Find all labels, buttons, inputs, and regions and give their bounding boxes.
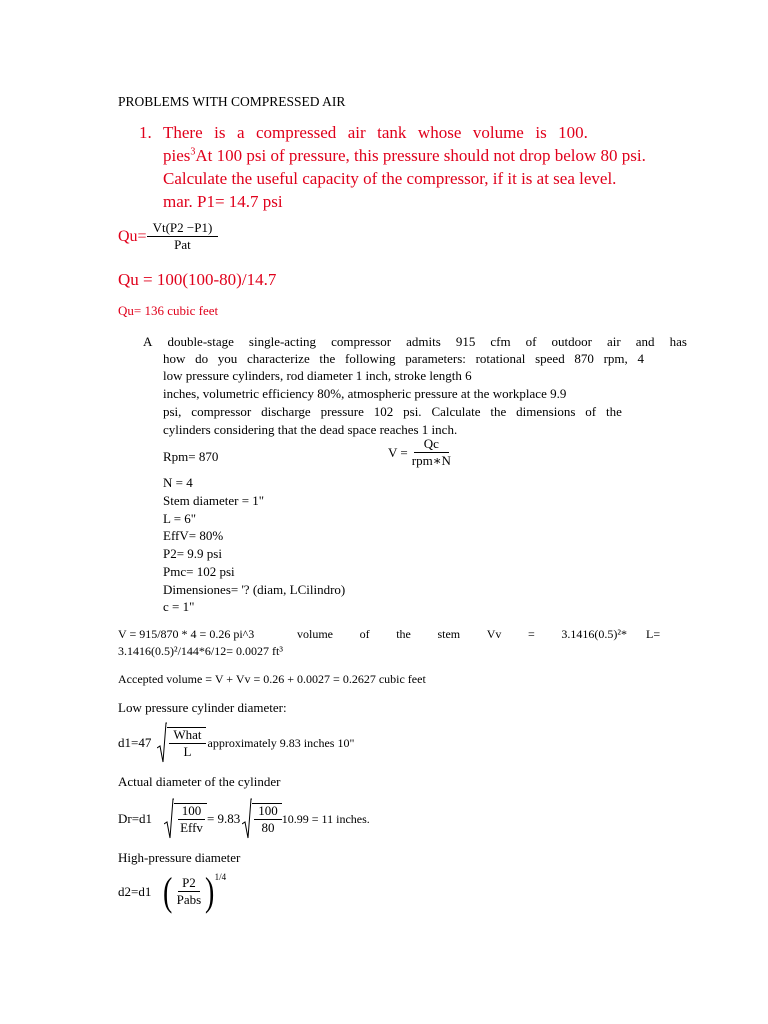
word: 870 [574,351,594,366]
radical-icon [164,798,174,840]
given-effv: EffV= 80% [163,528,224,543]
word: dimensions [516,404,576,419]
word: Vv [486,627,502,641]
dr-numerator-2: 100 [254,804,282,820]
problem-2-line-2 [163,351,644,367]
d1-result: approximately 9.83 inches 10" [207,735,355,750]
given-p2: P2= 9.9 psi [163,546,222,561]
given-stem-diameter: Stem diameter = 1" [163,493,265,508]
word: rpm, [603,351,628,366]
problem-1-line-2 [163,146,646,166]
word: compressor [191,404,252,419]
dr-middle: = 9.83 [206,811,241,826]
word: has [669,334,687,349]
word: of [585,404,597,419]
v-numerator: Qc [414,437,449,453]
right-paren: ) [205,869,215,914]
d1-numerator: What [169,728,205,744]
word: speed [535,351,565,366]
d2-label: d2=d1 [118,884,152,899]
given-c: c = 1" [163,599,195,614]
word: = [527,627,535,641]
word: you [217,351,238,366]
d1-fraction [167,727,205,760]
word: a [236,123,245,142]
d1-label: d1=47 [118,735,152,750]
dr-fraction-2 [252,803,282,836]
high-pressure-title: High-pressure diameter [118,850,241,865]
word: psi. [403,404,422,419]
word: stem [437,627,461,641]
volume-calc-line-2: 3.1416(0.5)²/144*6/12= 0.0027 ft³ [118,644,283,658]
l-eq: L= [646,627,661,641]
problem-2-line-5 [163,404,622,420]
word: pressure [320,404,364,419]
qu-result: Qu= 136 cubic feet [118,303,219,318]
d2-denominator: Pabs [176,892,202,908]
problem-1-line-4: mar. P1= 14.7 psi [163,192,283,211]
superscript: 3 [190,146,196,158]
formula-denominator: Pat [174,236,191,252]
word: volume [297,627,333,641]
dr-fraction-1 [174,803,207,836]
d2-exponent: 1/4 [214,872,227,882]
word: compressor [331,334,392,349]
formula-numerator: Vt(P2 −P1) [147,221,219,237]
dr-numerator-1: 100 [178,804,206,820]
problem-2-line-1 [143,334,687,350]
word: discharge [261,404,311,419]
word: whose [417,123,462,142]
word: outdoor [551,334,592,349]
word: and [635,334,655,349]
problem-1-line-3: Calculate the useful capacity of the compressor, if it is at sea level. [163,169,617,188]
formula-fraction [147,221,219,253]
dr-denominator-2: 80 [261,819,275,835]
given-pmc: Pmc= 102 psi [163,564,235,579]
word: There [163,123,203,142]
word: 4 [637,351,644,366]
v-denominator: rpm∗N [411,452,451,468]
word: the [606,404,622,419]
dr-result: 10.99 = 11 inches. [281,811,370,826]
page-title: PROBLEMS WITH COMPRESSED AIR [118,94,346,109]
problem-2-line-3: low pressure cylinders, rod diameter 1 inch, stroke length 6 [163,368,472,383]
word: volume [472,123,524,142]
word: double-stage [167,334,234,349]
given-dimensions: Dimensiones= '? (diam, LCilindro) [163,582,346,597]
word: is [214,123,226,142]
problem-1-line-1 [163,123,588,143]
v-calc: V = 915/870 * 4 = 0.26 pi^3 [118,627,255,641]
d1-formula [118,722,354,764]
word: compressed [255,123,337,142]
word: air [607,334,621,349]
word: psi, [163,404,182,419]
d1-denominator: L [183,743,192,759]
volume-calc-line-1 [118,627,662,642]
actual-diameter-title: Actual diameter of the cylinder [118,774,281,789]
word: the [490,404,507,419]
word: 915 [455,334,476,349]
word: 102 [373,404,394,419]
word: parameters: [405,351,466,366]
word: of [359,627,370,641]
left-paren: ( [163,869,173,914]
problem-2-line-6: cylinders considering that the dead space reaches 1 inch. [163,422,458,437]
word: cfm [490,334,511,349]
word: characterize [246,351,310,366]
rpm-given: Rpm= 870 [163,449,219,464]
radical-icon [242,798,252,840]
word: of [525,334,537,349]
word: 100. [558,123,588,142]
word: tank [377,123,407,142]
word: Calculate [431,404,481,419]
sqrt-symbol [164,798,207,840]
v-formula [388,437,455,469]
word: air [347,123,366,142]
word: admits [406,334,441,349]
formula-label: Qu= [118,227,147,245]
sqrt-symbol [242,798,282,840]
v-fraction [408,437,455,469]
word: the [396,627,411,641]
given-l: L = 6" [163,511,197,526]
problem-2-line-4: inches, volumetric efficiency 80%, atmospheric pressure at the workplace 9.9 [163,386,567,401]
sentence: At 100 psi of pressure, this pressure should not drop below 80 psi. [195,146,646,165]
given-n: N = 4 [163,475,193,490]
word: do [195,351,209,366]
dr-label: Dr=d1 [118,811,153,826]
word: 3.1416(0.5)²* [561,627,627,641]
stem-volume [297,627,627,642]
word: following [345,351,396,366]
qu-calculation: Qu = 100(100-80)/14.7 [118,270,277,289]
d2-formula [118,869,227,914]
radical-icon [157,722,167,764]
word: is [535,123,547,142]
problem-1-number: 1. [139,123,152,142]
d2-fraction [173,876,206,908]
sqrt-symbol [157,722,205,764]
dr-formula [118,798,370,840]
accepted-volume: Accepted volume = V + Vv = 0.26 + 0.0027 = 0.2627 cubic feet [118,672,426,686]
dr-denominator-1: Effv [180,819,203,835]
word: the [319,351,336,366]
low-pressure-title: Low pressure cylinder diameter: [118,700,287,715]
d2-numerator: P2 [178,876,200,892]
qu-formula [118,221,218,253]
word: A [143,334,153,349]
word: pies [163,146,191,165]
word: single-acting [248,334,317,349]
word: how [163,351,186,366]
word: rotational [475,351,526,366]
v-label: V = [388,444,408,460]
